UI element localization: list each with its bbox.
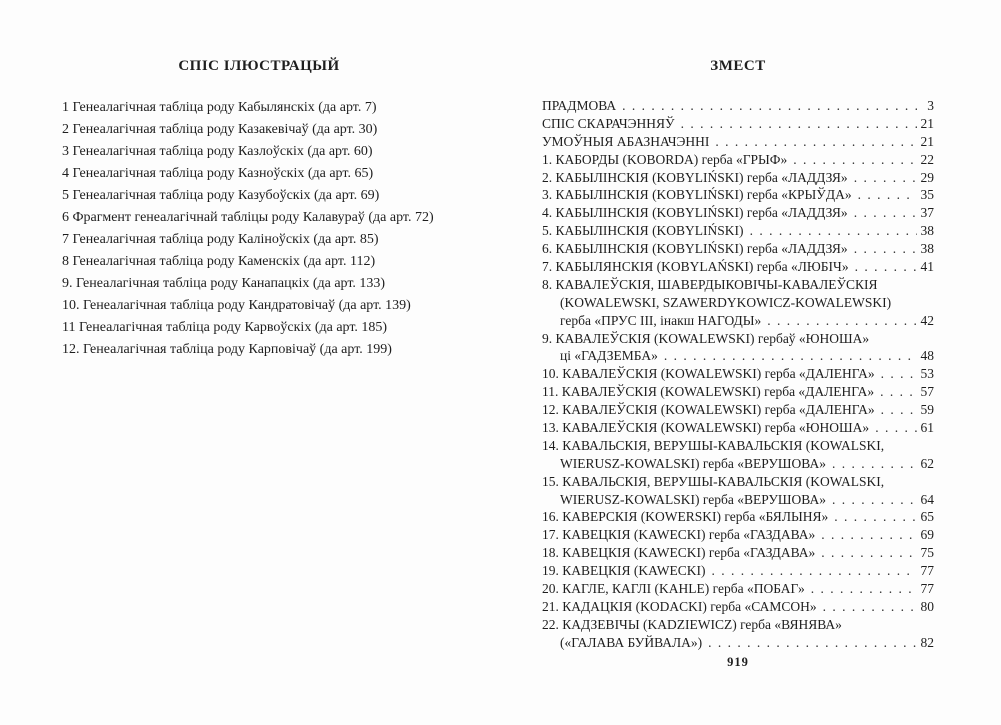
toc-entry-text: 11. КАВАЛЕЎСКІЯ (KOWALEWSKI) герба «ДАЛЕНГА» xyxy=(542,384,875,400)
toc-entry-text: WIERUSZ-KOWALSKI) герба «ВЕРУШОВА» xyxy=(560,455,826,471)
toc-entry-text: 13. КАВАЛЕЎСКІЯ (KOWALEWSKI) герба «ЮНОША» xyxy=(542,420,870,436)
dot-leader xyxy=(834,508,917,526)
toc-entry-line xyxy=(542,491,934,509)
toc-entry-text: ПРАДМОВА xyxy=(542,98,617,113)
toc-entry-page: 61 xyxy=(920,420,934,436)
illustration-item: 9. Генеалагічная табліца роду Канапацкіх (да арт. 133) xyxy=(62,276,386,291)
right-page xyxy=(542,57,934,652)
dot-leader xyxy=(750,222,917,240)
illustration-item: 1 Генеалагічная табліца роду Кабылянскіх (да арт. 7) xyxy=(62,100,377,115)
toc-entry-line xyxy=(542,419,934,437)
toc-entry-line xyxy=(542,169,934,187)
toc-entry-page: 57 xyxy=(920,384,934,400)
toc-entry-text: 19. КАВЕЦКІЯ (KAWECKI) xyxy=(542,563,706,579)
toc-entry-line xyxy=(542,330,934,348)
dot-leader xyxy=(712,562,917,580)
illustration-item: 7 Генеалагічная табліца роду Каліноўскіх (да арт. 85) xyxy=(62,232,379,247)
toc-entry-line xyxy=(542,508,934,526)
toc-entry-text: 16. КАВЕРСКІЯ (KOWERSKI) герба «БЯЛЫНЯ» xyxy=(542,509,829,525)
toc-entry-line xyxy=(542,473,934,491)
toc-entry-page: 35 xyxy=(920,187,934,203)
dot-leader xyxy=(854,169,917,187)
toc-entry-page: 21 xyxy=(920,115,934,131)
illustration-item: 4 Генеалагічная табліца роду Казноўскіх (да арт. 65) xyxy=(62,166,374,181)
toc-entry-text: 18. КАВЕЦКІЯ (KAWECKI) герба «ГАЗДАВА» xyxy=(542,545,816,561)
toc-entry-line xyxy=(542,258,934,276)
left-page xyxy=(62,57,456,361)
toc-entry-line xyxy=(542,598,934,616)
toc-entry-text: 2. КАБЫЛІНСКІЯ (KOBYLIŃSKI) герба «ЛАДДЗЯ» xyxy=(542,169,848,185)
illustration-item: 3 Генеалагічная табліца роду Казлоўскіх (да арт. 60) xyxy=(62,144,373,159)
toc-entry-text: 17. КАВЕЦКІЯ (KAWECKI) герба «ГАЗДАВА» xyxy=(542,527,816,543)
illustration-item: 12. Генеалагічная табліца роду Карповічаў (да арт. 199) xyxy=(62,342,392,357)
toc-entry-page: 41 xyxy=(920,259,934,275)
toc-entry-line xyxy=(542,526,934,544)
toc-entry-line xyxy=(542,544,934,562)
illustrations-title: СПІС ІЛЮСТРАЦЫЙ xyxy=(178,58,340,74)
toc-list xyxy=(542,97,934,652)
toc-entry-text: 20. КАГЛЕ, КАГЛІ (KAHLE) герба «ПОБАГ» xyxy=(542,581,805,597)
dot-leader xyxy=(767,312,917,330)
toc-entry-page: 82 xyxy=(920,634,934,650)
toc-entry-line xyxy=(542,383,934,401)
toc-entry-text: 7. КАБЫЛЯНСКІЯ (KOBYLAŃSKI) герба «ЛЮБІЧ» xyxy=(542,259,849,275)
toc-entry-page: 53 xyxy=(920,366,934,382)
toc-entry-line xyxy=(542,634,934,652)
toc-entry-page: 77 xyxy=(920,563,934,579)
dot-leader xyxy=(821,544,917,562)
toc-entry-text: 9. КАВАЛЕЎСКІЯ (KOWALEWSKI) гербаў «ЮНОША» xyxy=(542,330,870,346)
toc-entry-line xyxy=(542,401,934,419)
toc-entry-page: 75 xyxy=(920,545,934,561)
dot-leader xyxy=(622,97,917,115)
toc-entry-page: 22 xyxy=(920,151,934,167)
dot-leader xyxy=(664,347,917,365)
toc-entry-page: 62 xyxy=(920,455,934,471)
toc-entry-text: («ГАЛАВА БУЙВАЛА») xyxy=(560,634,703,650)
toc-entry-text: 14. КАВАЛЬСКІЯ, ВЕРУШЫ-КАВАЛЬСКІЯ (KOWALSKI, xyxy=(542,437,885,453)
toc-entry-page: 69 xyxy=(920,527,934,543)
toc-entry-page: 59 xyxy=(920,402,934,418)
dot-leader xyxy=(875,419,917,437)
page-number: 919 xyxy=(727,655,749,669)
dot-leader xyxy=(832,491,917,509)
illustration-item: 10. Генеалагічная табліца роду Кандратовічаў (да арт. 139) xyxy=(62,298,411,313)
toc-entry-text: 12. КАВАЛЕЎСКІЯ (KOWALEWSKI) герба «ДАЛЕНГА» xyxy=(542,402,875,418)
toc-entry-page: 64 xyxy=(920,491,934,507)
dot-leader xyxy=(832,455,917,473)
toc-entry-line xyxy=(542,365,934,383)
toc-entry-page: 29 xyxy=(920,169,934,185)
dot-leader xyxy=(708,634,917,652)
toc-entry-page: 48 xyxy=(920,348,934,364)
toc-entry-line xyxy=(542,115,934,133)
toc-entry-text: 22. КАДЗЕВІЧЫ (KADZIEWICZ) герба «ВЯНЯВА» xyxy=(542,616,842,632)
dot-leader xyxy=(881,401,917,419)
toc-entry-page: 42 xyxy=(920,312,934,328)
toc-entry-line xyxy=(542,616,934,634)
dot-leader xyxy=(880,383,917,401)
dot-leader xyxy=(855,258,917,276)
toc-entry-line xyxy=(542,276,934,294)
toc-entry-line xyxy=(542,347,934,365)
toc-entry-line xyxy=(542,580,934,598)
dot-leader xyxy=(858,186,917,204)
toc-entry-text: 4. КАБЫЛІНСКІЯ (KOBYLIŃSKI) герба «ЛАДДЗЯ» xyxy=(542,205,848,221)
toc-entry-line xyxy=(542,222,934,240)
toc-entry-page: 38 xyxy=(920,241,934,257)
toc-entry-text: СПІС СКАРАЧЭННЯЎ xyxy=(542,115,675,131)
toc-entry-text: 10. КАВАЛЕЎСКІЯ (KOWALEWSKI) герба «ДАЛЕНГА» xyxy=(542,366,875,382)
dot-leader xyxy=(823,598,917,616)
toc-entry-line xyxy=(542,151,934,169)
toc-entry-page: 21 xyxy=(920,133,934,149)
toc-entry-line xyxy=(542,455,934,473)
toc-entry-line xyxy=(542,97,934,115)
toc-entry-page: 38 xyxy=(920,223,934,239)
dot-leader xyxy=(681,115,917,133)
dot-leader xyxy=(881,365,917,383)
illustration-item: 11 Генеалагічная табліца роду Карвоўскіх (да арт. 185) xyxy=(62,320,388,335)
toc-entry-page: 3 xyxy=(927,98,934,113)
toc-entry-text: 8. КАВАЛЕЎСКІЯ, ШАВЕРДЫКОВІЧЫ-КАВАЛЕЎСКІЯ xyxy=(542,276,878,292)
illustrations-list xyxy=(62,97,456,361)
toc-entry-text: ці «ГАДЗЕМБА» xyxy=(560,348,658,364)
illustration-item: 5 Генеалагічная табліца роду Казубоўскіх (да арт. 69) xyxy=(62,188,380,203)
toc-entry-line xyxy=(542,294,934,312)
toc-entry-text: 21. КАДАЦКІЯ (KODACKI) герба «САМСОН» xyxy=(542,598,817,614)
toc-entry-page: 77 xyxy=(920,581,934,597)
dot-leader xyxy=(793,151,917,169)
toc-entry-page: 37 xyxy=(920,205,934,221)
toc-entry-line xyxy=(542,240,934,258)
toc-entry-page: 80 xyxy=(920,598,934,614)
toc-entry-line xyxy=(542,186,934,204)
toc-entry-line xyxy=(542,562,934,580)
illustration-item: 8 Генеалагічная табліца роду Каменскіх (да арт. 112) xyxy=(62,254,376,269)
toc-entry-text: 5. КАБЫЛІНСКІЯ (KOBYLIŃSKI) xyxy=(542,223,744,239)
toc-entry-page: 65 xyxy=(920,509,934,525)
illustration-item: 6 Фрагмент генеалагічнай табліцы роду Калавураў (да арт. 72) xyxy=(62,210,434,225)
contents-title: ЗМЕСТ xyxy=(710,58,766,74)
toc-entry-text: УМОЎНЫЯ АБАЗНАЧЭННІ xyxy=(542,133,710,149)
toc-entry-text: 6. КАБЫЛІНСКІЯ (KOBYLIŃSKI) герба «ЛАДДЗЯ» xyxy=(542,241,848,257)
dot-leader xyxy=(821,526,917,544)
toc-entry-line xyxy=(542,204,934,222)
toc-entry-text: 15. КАВАЛЬСКІЯ, ВЕРУШЫ-КАВАЛЬСКІЯ (KOWALSKI, xyxy=(542,473,885,489)
dot-leader xyxy=(854,240,917,258)
toc-entry-line xyxy=(542,312,934,330)
toc-entry-text: 1. КАБОРДЫ (KOBORDA) герба «ГРЫФ» xyxy=(542,151,788,167)
toc-entry-text: WIERUSZ-KOWALSKI) герба «ВЕРУШОВА» xyxy=(560,491,826,507)
dot-leader xyxy=(854,204,917,222)
toc-entry-line xyxy=(542,437,934,455)
dot-leader xyxy=(811,580,917,598)
dot-leader xyxy=(715,133,917,151)
illustration-item: 2 Генеалагічная табліца роду Казакевічаў (да арт. 30) xyxy=(62,122,378,137)
toc-entry-text: герба «ПРУС ІІІ, інакш НАГОДЫ» xyxy=(560,312,762,328)
toc-entry-text: (KOWALEWSKI, SZAWERDYKOWICZ-KOWALEWSKI) xyxy=(560,294,892,310)
toc-entry-text: 3. КАБЫЛІНСКІЯ (KOBYLIŃSKI) герба «КРЫЎДА» xyxy=(542,187,852,203)
toc-entry-line xyxy=(542,133,934,151)
